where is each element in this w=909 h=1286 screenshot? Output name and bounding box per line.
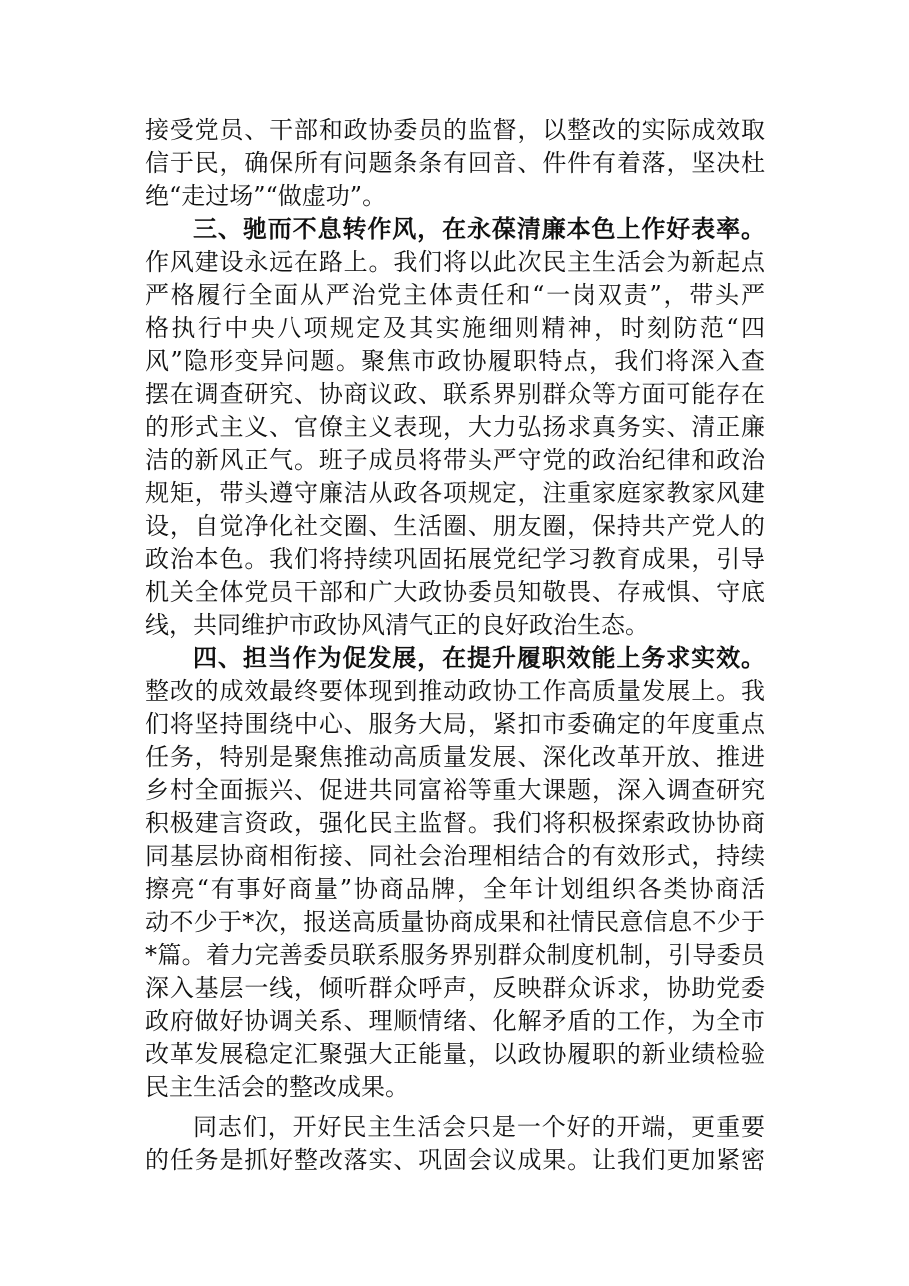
text-line: 绝“走过场”“做虚功”。	[145, 182, 387, 210]
text-line: 摆在调查研究、协商议政、联系界别群众等方面可能存在	[145, 380, 765, 408]
text-line: 政府做好协调关系、理顺情绪、化解矛盾的工作，为全市	[145, 1007, 765, 1035]
text-line: 动不少于*次，报送高质量协商成果和社情民意信息不少于	[145, 908, 765, 936]
text-line: 们将坚持围绕中心、服务大局，紧扣市委确定的年度重点	[145, 710, 765, 738]
text-line: 接受党员、干部和政协委员的监督，以整改的实际成效取	[145, 116, 765, 144]
text-line: 擦亮“有事好商量”协商品牌，全年计划组织各类协商活	[145, 875, 765, 903]
text-line: 乡村全面振兴、促进共同富裕等重大课题，深入调查研究	[145, 776, 765, 804]
text-line: 洁的新风正气。班子成员将带头严守党的政治纪律和政治	[145, 446, 765, 474]
text-line: 规矩，带头遵守廉洁从政各项规定，注重家庭家教家风建	[145, 479, 765, 507]
text-line: 整改的成效最终要体现到推动政协工作高质量发展上。我	[145, 677, 765, 705]
text-line: 的形式主义、官僚主义表现，大力弘扬求真务实、清正廉	[145, 413, 765, 441]
text-line: 线，共同维护市政协风清气正的良好政治生态。	[145, 611, 649, 639]
text-line: 改革发展稳定汇聚强大正能量，以政协履职的新业绩检验	[145, 1040, 765, 1068]
text-line: 政治本色。我们将持续巩固拓展党纪学习教育成果，引导	[145, 545, 765, 573]
text-line: 深入基层一线，倾听群众呼声，反映群众诉求，协助党委	[145, 974, 765, 1002]
text-line: *篇。着力完善委员联系服务界别群众制度机制，引导委员	[145, 941, 765, 969]
section-heading: 四、担当作为促发展，在提升履职效能上务求实效。	[193, 643, 765, 672]
text-line: 作风建设永远在路上。我们将以此次民主生活会为新起点	[145, 248, 765, 276]
text-line: 格执行中央八项规定及其实施细则精神，时刻防范“四	[145, 314, 765, 342]
section-heading: 三、驰而不息转作风，在永葆清廉本色上作好表率。	[193, 214, 765, 243]
text-line: 同基层协商相衔接、同社会治理相结合的有效形式，持续	[145, 842, 765, 870]
text-line: 的任务是抓好整改落实、巩固会议成果。让我们更加紧密	[145, 1146, 765, 1174]
text-line: 机关全体党员干部和广大政协委员知敬畏、存戒惧、守底	[145, 578, 765, 606]
text-line: 积极建言资政，强化民主监督。我们将积极探索政协协商	[145, 809, 765, 837]
text-line: 同志们，开好民主生活会只是一个好的开端，更重要	[193, 1113, 765, 1141]
text-line: 民主生活会的整改成果。	[145, 1073, 409, 1101]
text-line: 信于民，确保所有问题条条有回音、件件有着落，坚决杜	[145, 149, 765, 177]
text-line: 严格履行全面从严治党主体责任和“一岗双责”，带头严	[145, 281, 765, 309]
text-line: 任务，特别是聚焦推动高质量发展、深化改革开放、推进	[145, 743, 765, 771]
text-line: 风”隐形变异问题。聚焦市政协履职特点，我们将深入查	[145, 347, 765, 375]
text-line: 设，自觉净化社交圈、生活圈、朋友圈，保持共产党人的	[145, 512, 765, 540]
